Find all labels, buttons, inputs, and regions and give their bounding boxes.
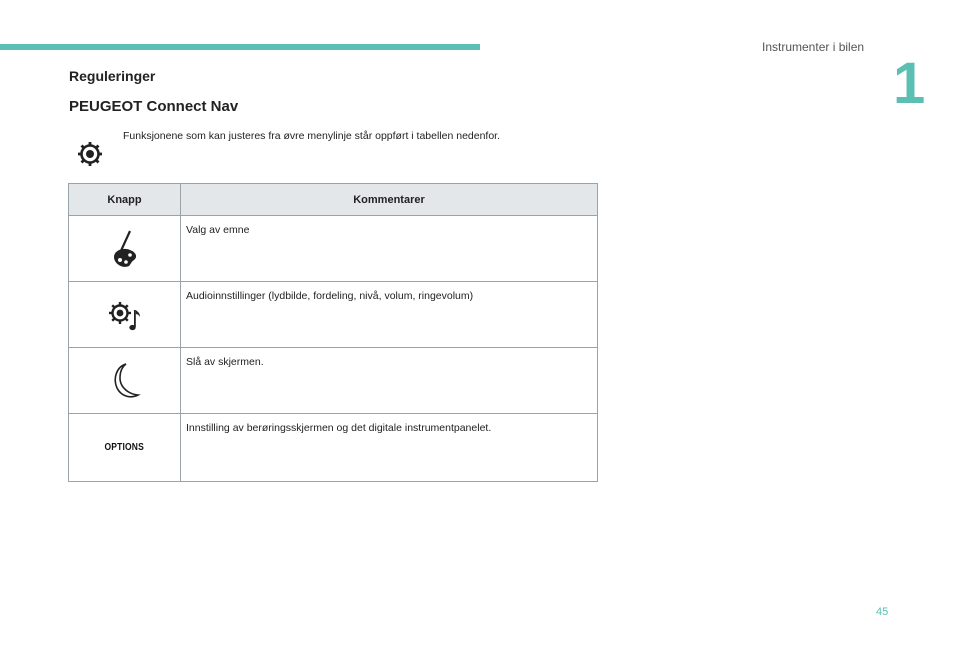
moon-icon — [108, 361, 142, 401]
section-heading: Reguleringer — [69, 68, 156, 84]
row-comment: Valg av emne — [186, 224, 250, 236]
column-header-comments: Kommentarer — [353, 193, 425, 206]
chapter-number: 1 — [893, 51, 926, 116]
column-header-button: Knapp — [69, 184, 181, 215]
row-comment: Innstilling av berøringsskjermen og det digitale instrumentpanelet. — [186, 422, 492, 434]
chapter-title: Instrumenter i bilen — [762, 40, 865, 54]
subsection-heading: PEUGEOT Connect Nav — [69, 98, 239, 115]
color-palette-icon — [108, 229, 142, 269]
page-number: 45 — [876, 606, 889, 618]
table-header — [69, 184, 597, 216]
row-comment: Slå av skjermen. — [186, 356, 264, 368]
intro-text: Funksjonene som kan justeres fra øvre menylinje står oppført i tabellen nedenfor. — [123, 130, 501, 142]
table-row — [69, 414, 597, 481]
settings-gear-icon — [76, 140, 104, 168]
header-accent-bar — [0, 44, 480, 50]
audio-settings-icon — [107, 298, 143, 332]
table-row — [69, 216, 597, 282]
settings-table — [68, 183, 598, 482]
table-row — [69, 348, 597, 414]
table-row — [69, 282, 597, 348]
row-comment: Audioinnstillinger (lydbilde, fordeling, nivå, volum, ringevolum) — [186, 290, 474, 302]
options-label: OPTIONS — [104, 442, 145, 453]
